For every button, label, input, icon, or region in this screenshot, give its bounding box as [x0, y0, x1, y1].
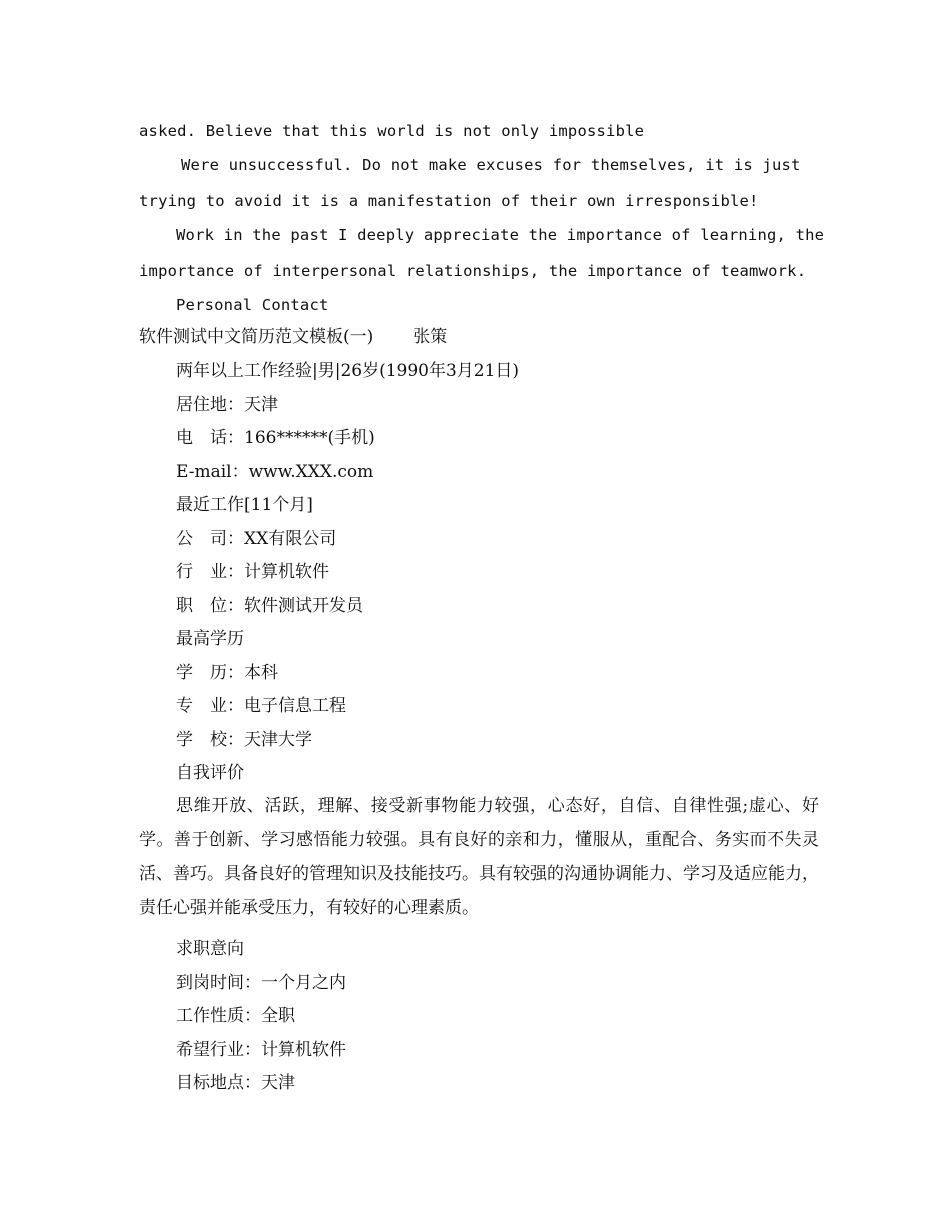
recent-work-heading: 最近工作[11个月]: [176, 495, 313, 515]
resume-summary: 两年以上工作经验|男|26岁(1990年3月21日): [176, 361, 520, 381]
resume-title: 软件测试中文简历范文模板(一): [139, 327, 374, 347]
job-type: 工作性质：全职: [176, 1006, 295, 1026]
self-eval-text: 思维开放、活跃，理解、接受新事物能力较强，心态好，自信、自律性强;虚心、好学。善于创新、学习感悟能力较强。具有良好的亲和力，懂服从，重配合、务实而不失灵活、善巧。具备良好的管理知识及技能技巧。具有较强的沟通协调能力、学习及适应能力，责任心强并能承受压力，有较好的心理素质。: [139, 796, 819, 918]
email: E-mail：www.XXX.com: [176, 462, 374, 482]
english-line-1: asked. Believe that this world is not only impossible: [139, 122, 645, 140]
english-line-2: Were unsuccessful. Do not make excuses for themselves, it is just: [181, 156, 801, 174]
industry: 行 业：计算机软件: [176, 562, 329, 582]
resume-name: 张策: [413, 327, 448, 347]
education-heading: 最高学历: [176, 629, 244, 649]
english-line-4: Work in the past I deeply appreciate the importance of learning, the: [176, 226, 825, 244]
degree: 学 历：本科: [176, 663, 278, 683]
residence: 居住地：天津: [176, 395, 278, 415]
position: 职 位：软件测试开发员: [176, 596, 363, 616]
school: 学 校：天津大学: [176, 730, 312, 750]
resume-title-row: [139, 326, 819, 348]
intent-heading: 求职意向: [176, 939, 244, 959]
english-line-6: Personal Contact: [176, 296, 329, 314]
english-line-3: trying to avoid it is a manifestation of their own irresponsible!: [139, 192, 759, 210]
desired-industry: 希望行业：计算机软件: [176, 1040, 346, 1060]
company: 公 司：XX有限公司: [176, 529, 337, 549]
english-line-5: importance of interpersonal relationships, the importance of teamwork.: [139, 262, 807, 280]
arrival-time: 到岗时间：一个月之内: [176, 973, 346, 993]
phone: 电 话：166******(手机): [176, 428, 375, 448]
major: 专 业：电子信息工程: [176, 696, 346, 716]
target-location: 目标地点：天津: [176, 1073, 295, 1093]
self-eval-heading: 自我评价: [176, 763, 244, 783]
